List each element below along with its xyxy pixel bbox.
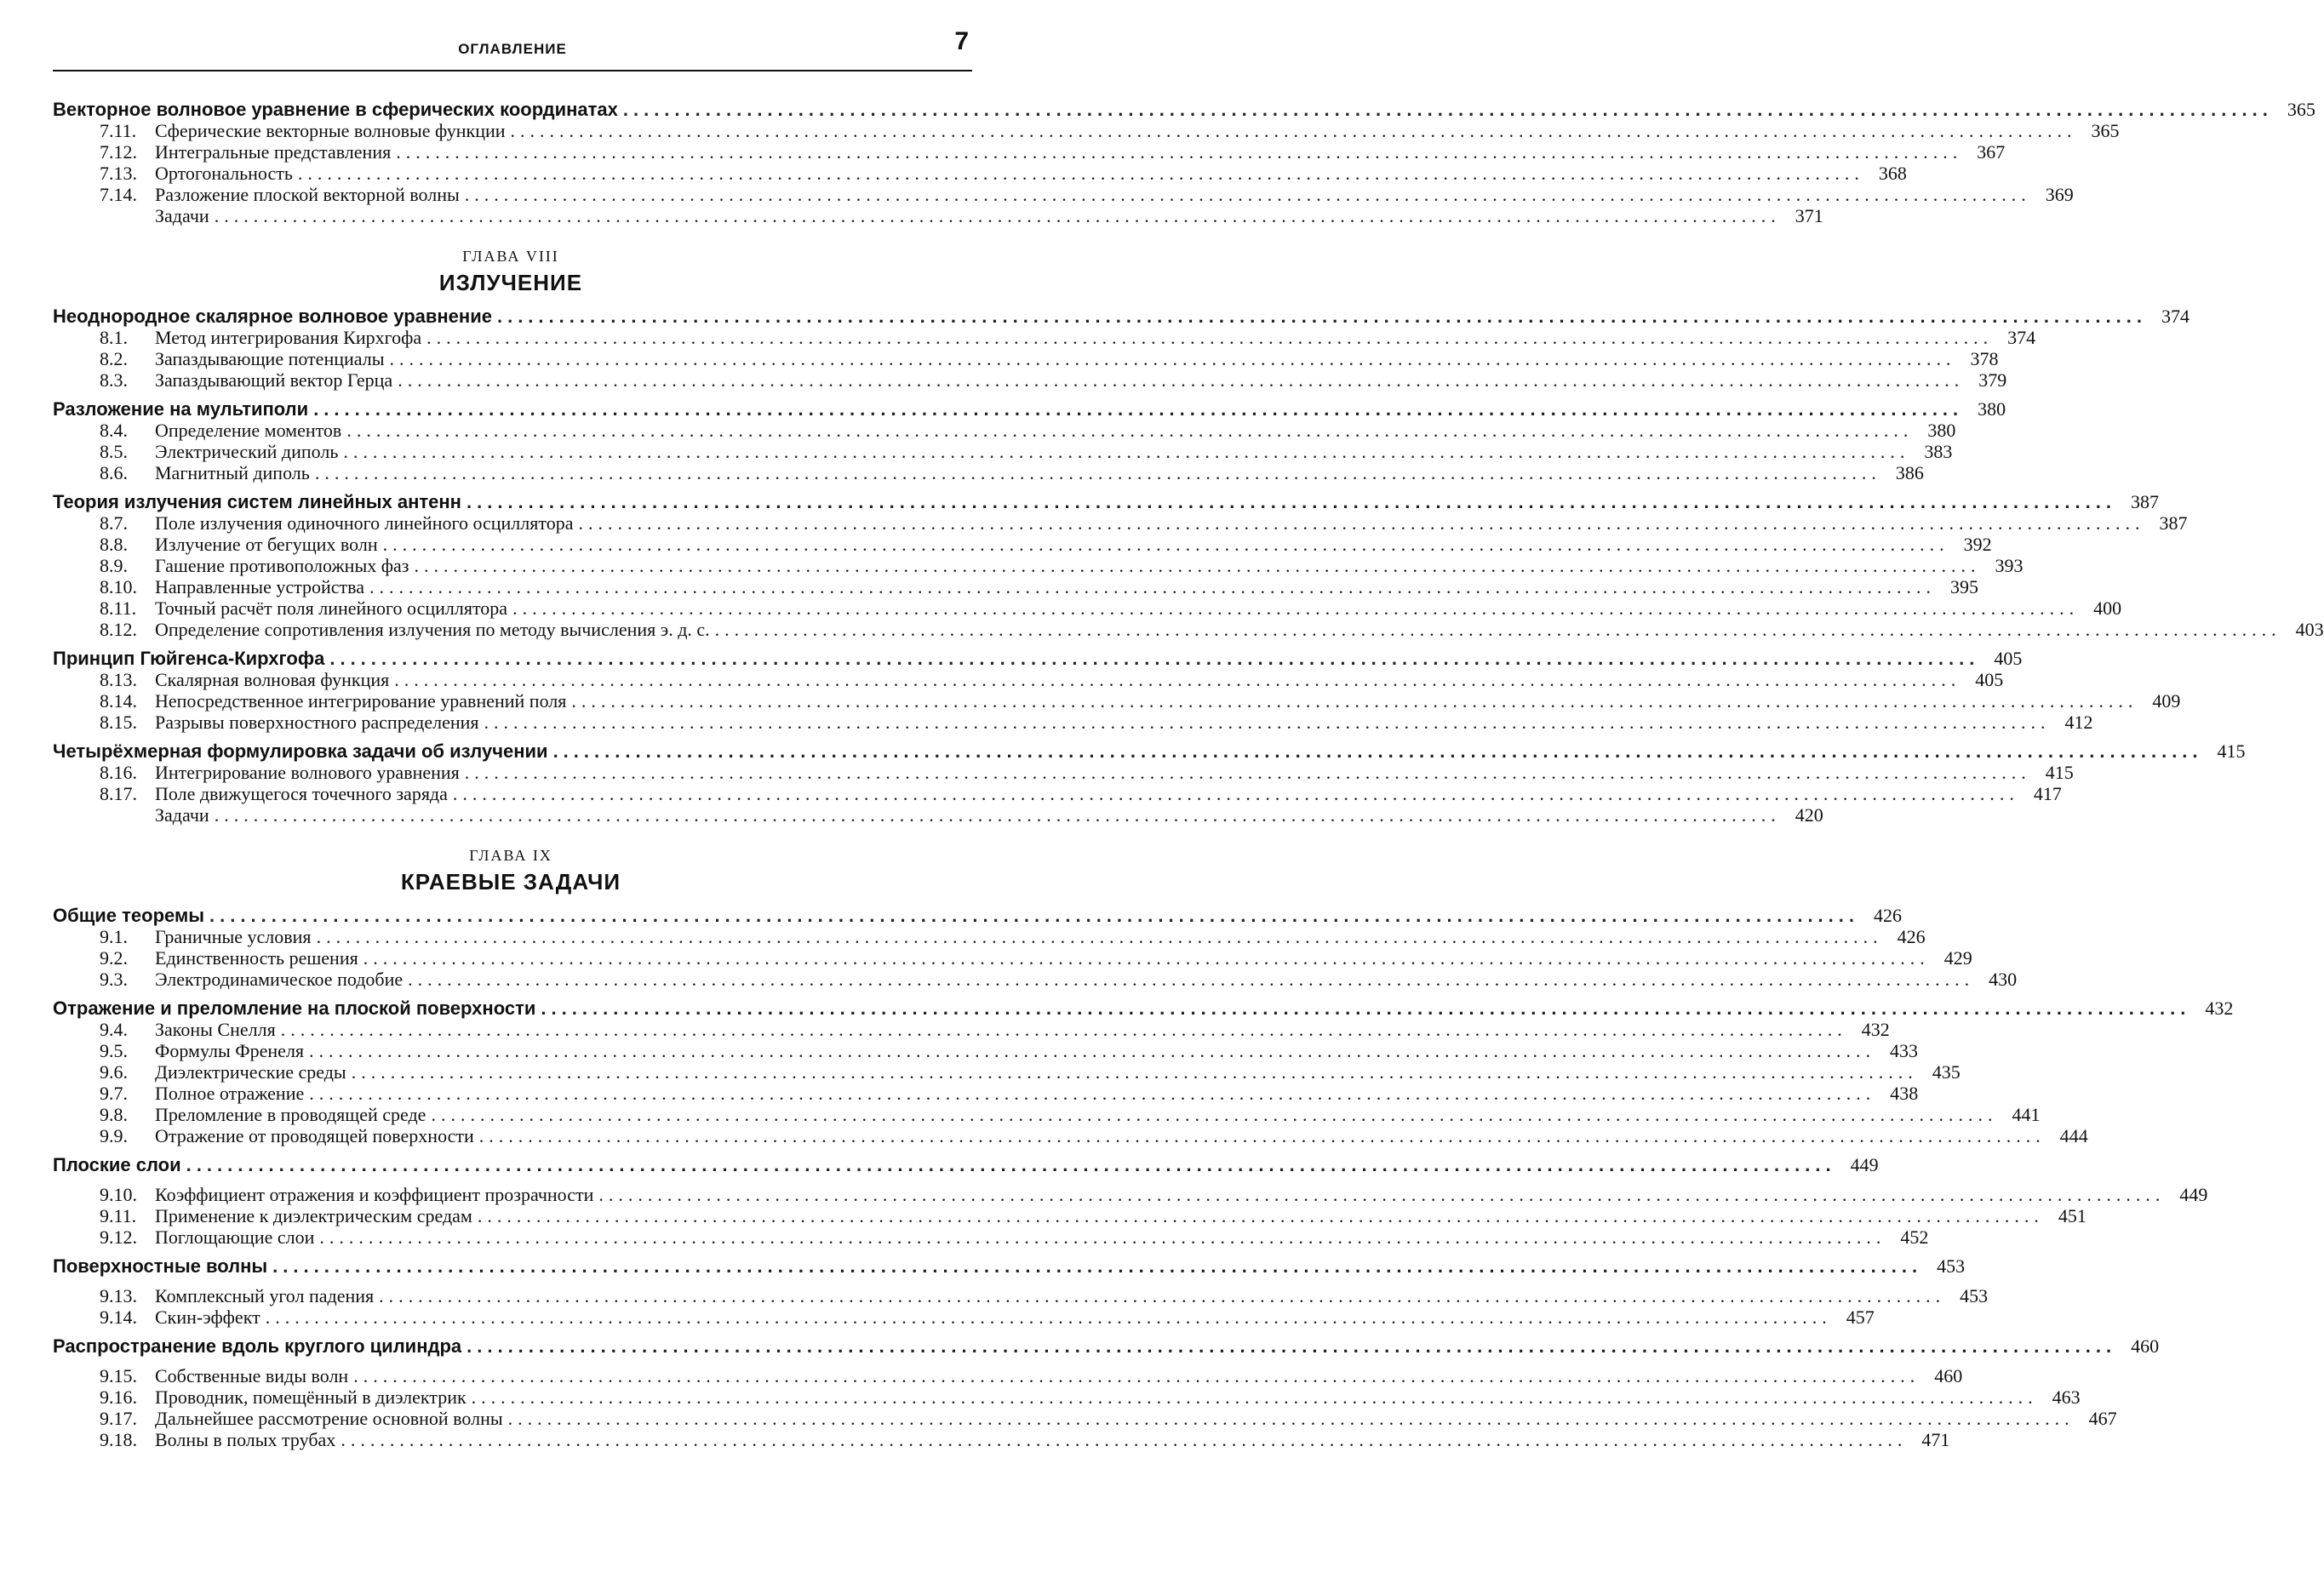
chapter-heading bbox=[53, 245, 969, 298]
entry-title: Волны в полых трубах bbox=[155, 1429, 336, 1450]
entry-title: Сферические векторные волновые функции bbox=[155, 120, 506, 141]
entry-number: 8.8. bbox=[100, 534, 128, 555]
dot-leader: ................................................................................................................................................................ bbox=[398, 369, 1965, 391]
entry-number: 9.3. bbox=[100, 969, 128, 990]
toc-entry bbox=[53, 1125, 2088, 1146]
page-ref: 444 bbox=[2059, 1125, 2088, 1146]
toc-section bbox=[53, 99, 2315, 120]
dot-leader: ................................................................................................................................................................ bbox=[316, 926, 1883, 947]
section-title: Теория излучения систем линейных антенн bbox=[53, 491, 461, 512]
page-ref: 383 bbox=[1924, 441, 1953, 462]
dot-leader: ................................................................................................................................................................ bbox=[452, 783, 2019, 804]
entry-title: Скин-эффект bbox=[155, 1306, 260, 1328]
page-ref: 379 bbox=[1978, 369, 2007, 391]
dot-leader: ................................................................................................................................................................ bbox=[464, 762, 2031, 783]
page-ref: 417 bbox=[2033, 783, 2062, 804]
entry-title: Разложение плоской векторной волны bbox=[155, 184, 460, 205]
page-ref: 393 bbox=[1995, 555, 2023, 576]
toc-entry bbox=[53, 1019, 1890, 1040]
entry-number: 8.11. bbox=[100, 597, 137, 619]
page-ref: 453 bbox=[1937, 1255, 1966, 1277]
page-ref: 471 bbox=[1921, 1429, 1950, 1450]
toc-entry bbox=[53, 1205, 2086, 1226]
page-ref: 432 bbox=[2205, 998, 2234, 1019]
entry-title: Точный расчёт поля линейного осциллятора bbox=[155, 597, 508, 619]
page-ref: 432 bbox=[1861, 1019, 1890, 1040]
page-ref: 463 bbox=[2052, 1386, 2081, 1408]
page-ref: 426 bbox=[1874, 905, 1902, 926]
entry-title: Задачи bbox=[155, 804, 209, 826]
dot-leader: ................................................................................................................................................................ bbox=[496, 306, 2147, 327]
entry-title: Диэлектрические среды bbox=[155, 1061, 346, 1083]
toc-section bbox=[53, 306, 2189, 327]
page-ref: 365 bbox=[2091, 120, 2120, 141]
toc-entry bbox=[53, 512, 2188, 534]
toc-entry bbox=[53, 576, 1978, 597]
page-ref: 400 bbox=[2093, 597, 2122, 619]
page-ref: 449 bbox=[2179, 1184, 2208, 1205]
entry-title: Ортогональность bbox=[155, 163, 293, 184]
dot-leader: ................................................................................................................................................................ bbox=[394, 669, 1961, 690]
entry-number: 8.2. bbox=[100, 348, 128, 369]
entry-number: 8.1. bbox=[100, 327, 128, 348]
running-title: ОГЛАВЛЕНИЕ bbox=[458, 41, 567, 57]
dot-leader: ................................................................................................................................................................ bbox=[541, 998, 2191, 1019]
page-ref: 415 bbox=[2217, 740, 2246, 762]
toc-entry bbox=[53, 534, 1992, 555]
section-title: Разложение на мультиполи bbox=[53, 398, 309, 420]
dot-leader: ................................................................................................................................................................ bbox=[209, 905, 1859, 926]
entry-title: Магнитный диполь bbox=[155, 462, 310, 483]
dot-leader: ................................................................................................................................................................ bbox=[512, 597, 2080, 619]
entry-number: 9.6. bbox=[100, 1061, 128, 1083]
toc-section bbox=[53, 998, 2234, 1019]
toc-entry bbox=[53, 120, 2120, 141]
page-ref: 403 bbox=[2295, 619, 2324, 640]
chapter-label: ГЛАВА IX bbox=[469, 847, 552, 864]
section-title: Отражение и преломление на плоской поверхности bbox=[53, 998, 536, 1019]
page-ref: 435 bbox=[1932, 1061, 1961, 1083]
toc-entry bbox=[53, 669, 2004, 690]
page-ref: 453 bbox=[1960, 1285, 1989, 1306]
page-ref: 365 bbox=[2287, 99, 2315, 120]
dot-leader: ................................................................................................................................................................ bbox=[714, 619, 2281, 640]
toc-entry bbox=[53, 597, 2122, 619]
entry-title: Единственность решения bbox=[155, 947, 358, 969]
toc-entry bbox=[53, 1408, 2117, 1429]
entry-title: Коэффициент отражения и коэффициент прозрачности bbox=[155, 1184, 594, 1205]
dot-leader: ................................................................................................................................................................ bbox=[507, 1408, 2075, 1429]
dot-leader: ................................................................................................................................................................ bbox=[466, 491, 2116, 512]
page-ref: 412 bbox=[2064, 712, 2093, 733]
dot-leader: ................................................................................................................................................................ bbox=[297, 163, 1864, 184]
entry-title: Направленные устройства bbox=[155, 576, 364, 597]
entry-number: 8.17. bbox=[100, 783, 137, 804]
toc-entry bbox=[53, 712, 2093, 733]
table-of-contents bbox=[53, 99, 2324, 1450]
entry-title: Поглощающие слои bbox=[155, 1226, 315, 1248]
entry-title: Законы Снелля bbox=[155, 1019, 276, 1040]
page-ref: 415 bbox=[2045, 762, 2074, 783]
page-ref: 405 bbox=[1975, 669, 2004, 690]
dot-leader: ................................................................................................................................................................ bbox=[396, 141, 1963, 163]
chapter-heading bbox=[53, 844, 969, 897]
toc-entry bbox=[53, 1040, 1919, 1061]
toc-entry bbox=[53, 1285, 1989, 1306]
page-ref: 387 bbox=[2159, 512, 2188, 534]
page-ref: 409 bbox=[2152, 690, 2181, 712]
entry-title: Электрический диполь bbox=[155, 441, 339, 462]
toc-entry bbox=[53, 205, 1823, 226]
page-ref: 387 bbox=[2130, 491, 2159, 512]
page-ref: 441 bbox=[2012, 1104, 2041, 1125]
entry-number: 9.18. bbox=[100, 1429, 137, 1450]
entry-number: 9.16. bbox=[100, 1386, 137, 1408]
dot-leader: ................................................................................................................................................................ bbox=[471, 1386, 2038, 1408]
dot-leader: ................................................................................................................................................................ bbox=[363, 947, 1930, 969]
entry-title: Поле излучения одиночного линейного осциллятора bbox=[155, 512, 574, 534]
entry-number: 8.13. bbox=[100, 669, 137, 690]
page-ref: 457 bbox=[1846, 1306, 1875, 1328]
toc-entry bbox=[53, 1083, 1919, 1104]
entry-number: 9.11. bbox=[100, 1205, 137, 1226]
entry-number: 8.9. bbox=[100, 555, 128, 576]
toc-entry bbox=[53, 141, 2006, 163]
page-ref: 426 bbox=[1897, 926, 1926, 947]
dot-leader: ................................................................................................................................................................ bbox=[426, 327, 1994, 348]
toc-entry bbox=[53, 969, 2018, 990]
dot-leader: ................................................................................................................................................................ bbox=[622, 99, 2273, 120]
entry-title: Определение моментов bbox=[155, 420, 342, 441]
entry-title: Поле движущегося точечного заряда bbox=[155, 783, 448, 804]
dot-leader: ................................................................................................................................................................ bbox=[467, 1335, 2117, 1357]
dot-leader: ................................................................................................................................................................ bbox=[343, 441, 1910, 462]
page-ref: 433 bbox=[1890, 1040, 1919, 1061]
dot-leader: ................................................................................................................................................................ bbox=[314, 462, 1881, 483]
page-ref: 386 bbox=[1895, 462, 1924, 483]
page-ref: 374 bbox=[2161, 306, 2189, 327]
dot-leader: ................................................................................................................................................................ bbox=[369, 576, 1936, 597]
entry-number: 8.14. bbox=[100, 690, 137, 712]
entry-number: 9.1. bbox=[100, 926, 128, 947]
entry-number: 9.9. bbox=[100, 1125, 128, 1146]
dot-leader: ................................................................................................................................................................ bbox=[214, 205, 1781, 226]
toc-entry bbox=[53, 1365, 1963, 1386]
toc-entry bbox=[53, 804, 1823, 826]
page-ref: 392 bbox=[1963, 534, 1992, 555]
page-ref: 378 bbox=[1970, 348, 1999, 369]
page-ref: 449 bbox=[1850, 1154, 1879, 1175]
dot-leader: ................................................................................................................................................................ bbox=[353, 1365, 1920, 1386]
section-title: Неоднородное скалярное волновое уравнение bbox=[53, 306, 492, 327]
entry-title: Комплексный угол падения bbox=[155, 1285, 375, 1306]
entry-number: 8.12. bbox=[100, 619, 137, 640]
entry-title: Скалярная волновая функция bbox=[155, 669, 390, 690]
entry-number: 7.14. bbox=[100, 184, 137, 205]
toc-entry bbox=[53, 1386, 2081, 1408]
page-ref: 438 bbox=[1890, 1083, 1919, 1104]
dot-leader: ................................................................................................................................................................ bbox=[346, 420, 1914, 441]
toc-entry bbox=[53, 1306, 1875, 1328]
page-ref: 460 bbox=[1934, 1365, 1963, 1386]
entry-number: 9.12. bbox=[100, 1226, 137, 1248]
page-header bbox=[53, 26, 972, 71]
toc-section bbox=[53, 1154, 1879, 1175]
entry-title: Запаздывающий вектор Герца bbox=[155, 369, 393, 391]
page-ref: 380 bbox=[1978, 398, 2006, 420]
entry-title: Интегральные представления bbox=[155, 141, 392, 163]
entry-title: Метод интегрирования Кирхгофа bbox=[155, 327, 422, 348]
entry-number: 7.13. bbox=[100, 163, 137, 184]
dot-leader: ................................................................................................................................................................ bbox=[382, 534, 1949, 555]
toc-entry bbox=[53, 184, 2074, 205]
page-ref: 380 bbox=[1927, 420, 1956, 441]
toc-section bbox=[53, 398, 2006, 420]
toc-entry bbox=[53, 926, 1926, 947]
entry-title: Определение сопротивления излучения по методу вычисления э. д. с. bbox=[155, 619, 710, 640]
entry-number: 8.4. bbox=[100, 420, 128, 441]
dot-leader: ................................................................................................................................................................ bbox=[309, 1040, 1876, 1061]
section-title: Четырёхмерная формулировка задачи об излучении bbox=[53, 740, 548, 762]
dot-leader: ................................................................................................................................................................ bbox=[341, 1429, 1908, 1450]
dot-leader: ................................................................................................................................................................ bbox=[484, 712, 2051, 733]
entry-title: Излучение от бегущих волн bbox=[155, 534, 378, 555]
toc-entry bbox=[53, 369, 2007, 391]
toc-entry bbox=[53, 1184, 2208, 1205]
toc-entry bbox=[53, 348, 1999, 369]
dot-leader: ................................................................................................................................................................ bbox=[214, 804, 1781, 826]
dot-leader: ................................................................................................................................................................ bbox=[431, 1104, 1998, 1125]
entry-title: Применение к диэлектрическим средам bbox=[155, 1205, 472, 1226]
page-ref: 371 bbox=[1795, 205, 1823, 226]
entry-number: 8.3. bbox=[100, 369, 128, 391]
entry-title: Разрывы поверхностного распределения bbox=[155, 712, 479, 733]
toc-section bbox=[53, 1255, 1966, 1277]
entry-title: Дальнейшее рассмотрение основной волны bbox=[155, 1408, 503, 1429]
entry-title: Задачи bbox=[155, 205, 209, 226]
toc-section bbox=[53, 648, 2023, 669]
entry-number: 8.7. bbox=[100, 512, 128, 534]
toc-entry bbox=[53, 1061, 1961, 1083]
entry-number: 8.5. bbox=[100, 441, 128, 462]
entry-number: 9.15. bbox=[100, 1365, 137, 1386]
toc-entry bbox=[53, 947, 1972, 969]
dot-leader: ................................................................................................................................................................ bbox=[329, 648, 1980, 669]
section-title: Поверхностные волны bbox=[53, 1255, 268, 1277]
toc-entry bbox=[53, 1104, 2041, 1125]
entry-title: Непосредственное интегрирование уравнений поля bbox=[155, 690, 567, 712]
page-ref: 367 bbox=[1977, 141, 2006, 163]
section-title: Общие теоремы bbox=[53, 905, 205, 926]
dot-leader: ................................................................................................................................................................ bbox=[319, 1226, 1886, 1248]
page-ref: 430 bbox=[1989, 969, 2018, 990]
entry-number: 9.2. bbox=[100, 947, 128, 969]
page-ref: 451 bbox=[2058, 1205, 2086, 1226]
page-ref: 467 bbox=[2088, 1408, 2117, 1429]
dot-leader: ................................................................................................................................................................ bbox=[578, 512, 2145, 534]
page-ref: 420 bbox=[1795, 804, 1823, 826]
section-title: Векторное волновое уравнение в сферических координатах bbox=[53, 99, 618, 120]
toc-entry bbox=[53, 783, 2062, 804]
dot-leader: ................................................................................................................................................................ bbox=[408, 969, 1975, 990]
dot-leader: ................................................................................................................................................................ bbox=[265, 1306, 1832, 1328]
entry-number: 9.14. bbox=[100, 1306, 137, 1328]
dot-leader: ................................................................................................................................................................ bbox=[478, 1125, 2046, 1146]
toc-entry bbox=[53, 462, 1924, 483]
entry-number: 9.7. bbox=[100, 1083, 128, 1104]
entry-number: 7.12. bbox=[100, 141, 137, 163]
chapter-label: ГЛАВА VIII bbox=[462, 248, 559, 265]
entry-title: Отражение от проводящей поверхности bbox=[155, 1125, 474, 1146]
toc-entry bbox=[53, 163, 1907, 184]
toc-entry bbox=[53, 1226, 1929, 1248]
page-ref: 405 bbox=[1994, 648, 2023, 669]
dot-leader: ................................................................................................................................................................ bbox=[379, 1285, 1946, 1306]
dot-leader: ................................................................................................................................................................ bbox=[309, 1083, 1876, 1104]
dot-leader: ................................................................................................................................................................ bbox=[571, 690, 2138, 712]
entry-title: Формулы Френеля bbox=[155, 1040, 305, 1061]
toc-entry bbox=[53, 690, 2181, 712]
page-ref: 429 bbox=[1943, 947, 1972, 969]
page-ref: 368 bbox=[1878, 163, 1907, 184]
dot-leader: ................................................................................................................................................................ bbox=[552, 740, 2203, 762]
chapter-title: ИЗЛУЧЕНИЕ bbox=[438, 270, 583, 295]
dot-leader: ................................................................................................................................................................ bbox=[280, 1019, 1847, 1040]
page-number: 7 bbox=[954, 27, 969, 55]
entry-title: Проводник, помещённый в диэлектрик bbox=[155, 1386, 467, 1408]
page-ref: 395 bbox=[1950, 576, 1978, 597]
toc-entry bbox=[53, 762, 2074, 783]
page-ref: 460 bbox=[2131, 1335, 2160, 1357]
entry-number: 9.5. bbox=[100, 1040, 128, 1061]
entry-number: 9.17. bbox=[100, 1408, 137, 1429]
page-ref: 374 bbox=[2007, 327, 2036, 348]
toc-entry bbox=[53, 441, 1953, 462]
dot-leader: ................................................................................................................................................................ bbox=[464, 184, 2031, 205]
toc-entry bbox=[53, 619, 2324, 640]
section-title: Распространение вдоль круглого цилиндра bbox=[53, 1335, 462, 1357]
dot-leader: ................................................................................................................................................................ bbox=[351, 1061, 1918, 1083]
dot-leader: ................................................................................................................................................................ bbox=[414, 555, 1981, 576]
entry-title: Преломление в проводящей среде bbox=[155, 1104, 426, 1125]
entry-number: 9.8. bbox=[100, 1104, 128, 1125]
entry-number: 9.13. bbox=[100, 1285, 137, 1306]
dot-leader: ................................................................................................................................................................ bbox=[313, 398, 1964, 420]
entry-number: 9.10. bbox=[100, 1184, 137, 1205]
entry-number: 8.15. bbox=[100, 712, 137, 733]
entry-title: Полное отражение bbox=[155, 1083, 305, 1104]
dot-leader: ................................................................................................................................................................ bbox=[598, 1184, 2166, 1205]
entry-number: 8.10. bbox=[100, 576, 137, 597]
dot-leader: ................................................................................................................................................................ bbox=[510, 120, 2077, 141]
entry-number: 8.6. bbox=[100, 462, 128, 483]
chapter-title: КРАЕВЫЕ ЗАДАЧИ bbox=[400, 869, 621, 895]
toc-section bbox=[53, 905, 1902, 926]
entry-title: Электродинамическое подобие bbox=[155, 969, 404, 990]
toc-entry bbox=[53, 327, 2036, 348]
toc-entry bbox=[53, 555, 2023, 576]
entry-number: 9.4. bbox=[100, 1019, 128, 1040]
entry-number: 7.11. bbox=[100, 120, 137, 141]
page-ref: 369 bbox=[2045, 184, 2074, 205]
toc-section bbox=[53, 1335, 2160, 1357]
dot-leader: ................................................................................................................................................................ bbox=[389, 348, 1956, 369]
entry-title: Интегрирование волнового уравнения bbox=[155, 762, 460, 783]
toc-section bbox=[53, 740, 2246, 762]
section-title: Плоские слои bbox=[53, 1154, 181, 1175]
toc-section bbox=[53, 491, 2159, 512]
page-ref: 452 bbox=[1900, 1226, 1929, 1248]
entry-title: Граничные условия bbox=[155, 926, 312, 947]
entry-title: Запаздывающие потенциалы bbox=[155, 348, 385, 369]
entry-title: Собственные виды волн bbox=[155, 1365, 349, 1386]
dot-leader: ................................................................................................................................................................ bbox=[186, 1154, 1836, 1175]
toc-entry bbox=[53, 420, 1956, 441]
toc-entry bbox=[53, 1429, 1950, 1450]
entry-title: Гашение противоположных фаз bbox=[155, 555, 409, 576]
dot-leader: ................................................................................................................................................................ bbox=[272, 1255, 1923, 1277]
dot-leader: ................................................................................................................................................................ bbox=[477, 1205, 2044, 1226]
section-title: Принцип Гюйгенса-Кирхгофа bbox=[53, 648, 325, 669]
entry-number: 8.16. bbox=[100, 762, 137, 783]
